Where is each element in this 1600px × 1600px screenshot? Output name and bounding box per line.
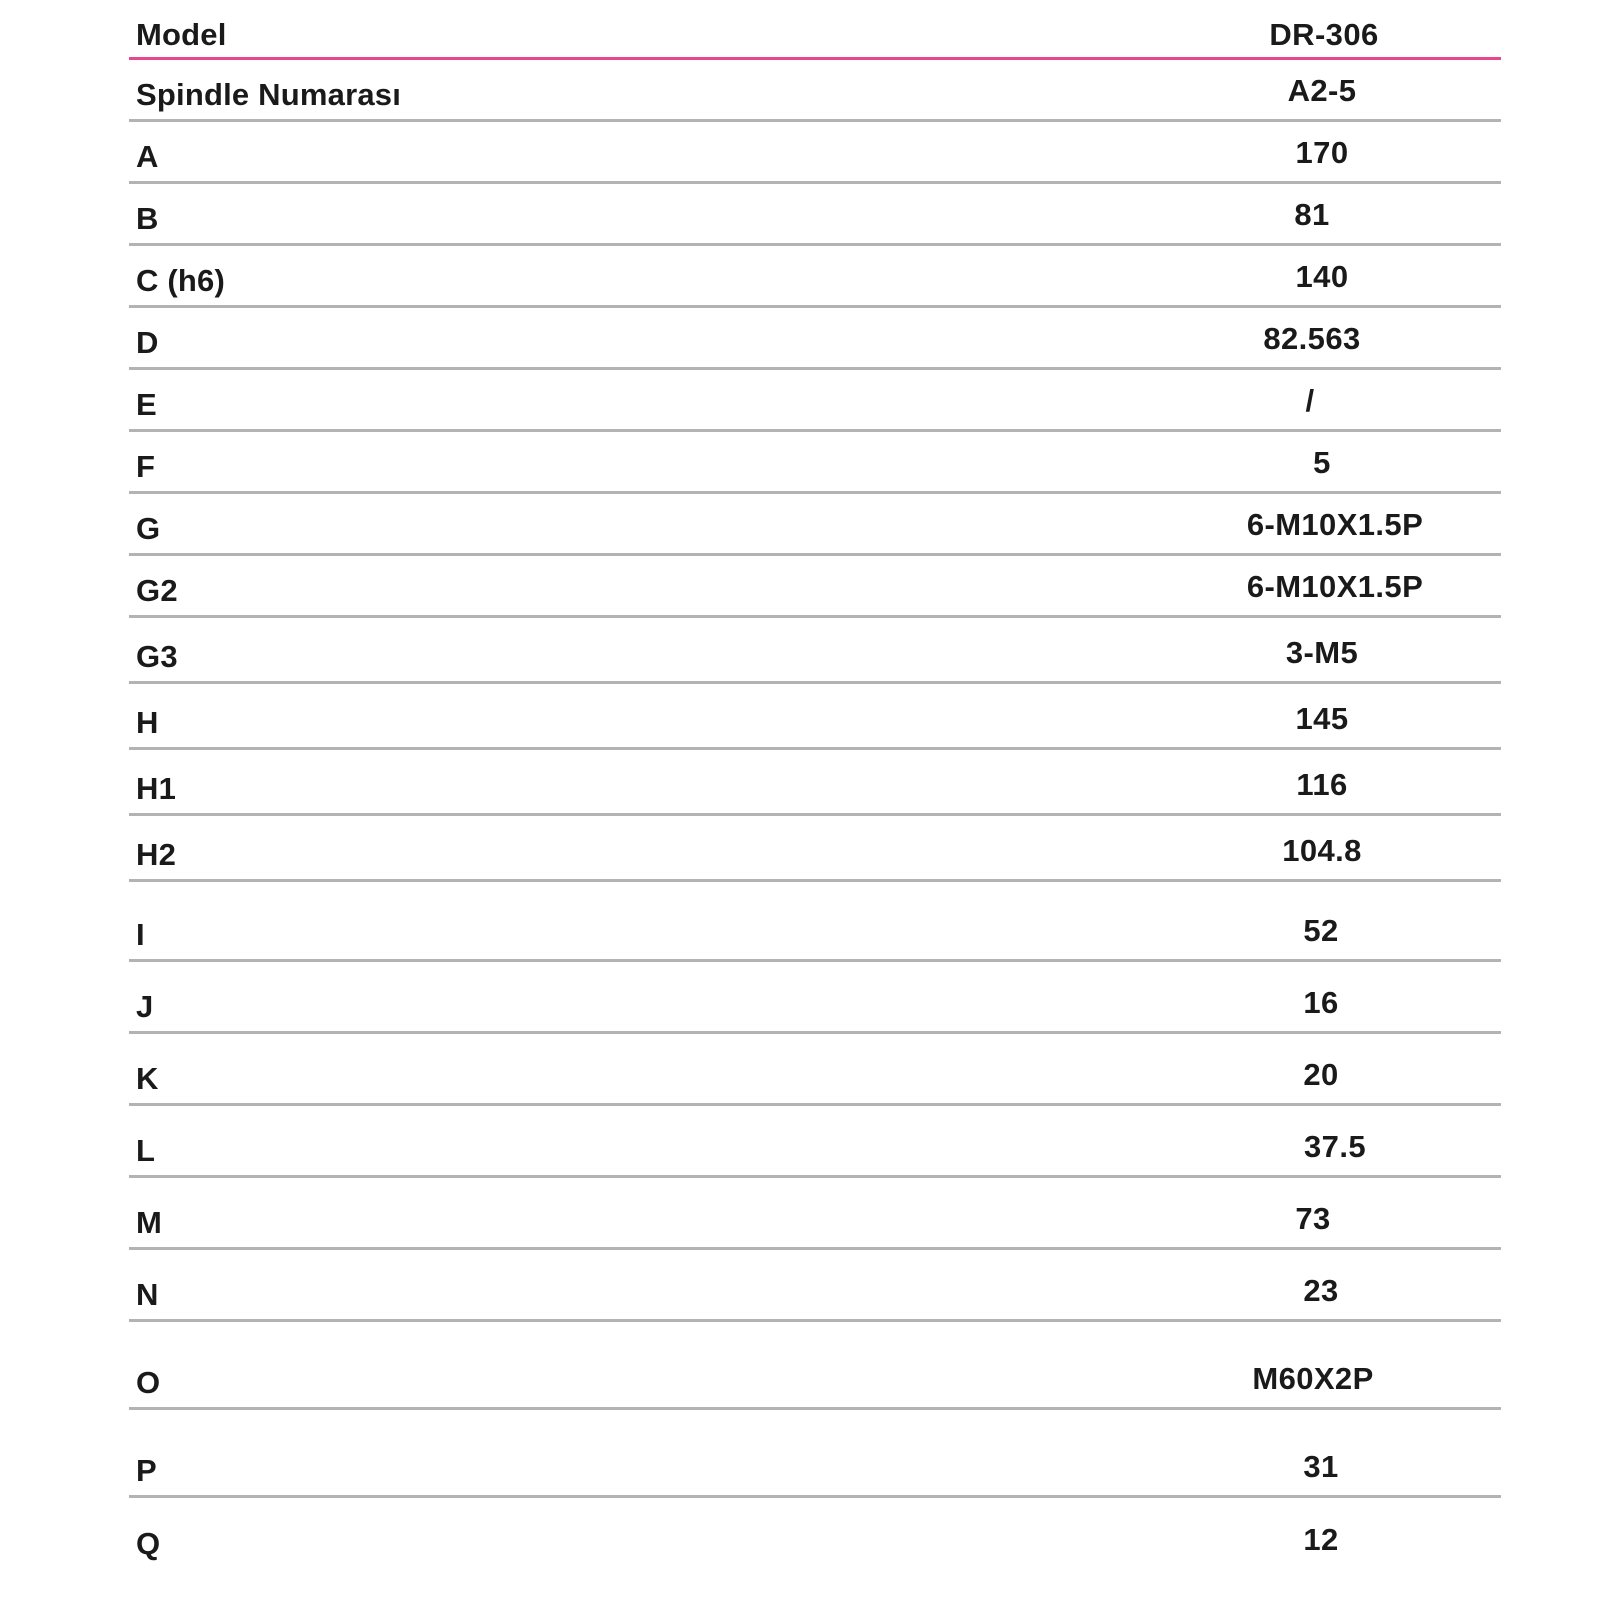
row-value: 6-M10X1.5P (1246, 569, 1424, 604)
row-label: I (136, 917, 145, 952)
row-value: 37.5 (1304, 1129, 1366, 1164)
row-label: N (136, 1277, 159, 1312)
row-value: 6-M10X1.5P (1246, 507, 1424, 542)
spec-table (129, 0, 1501, 1568)
row-label: B (136, 201, 159, 236)
table-row (129, 1178, 1501, 1250)
row-label: A (136, 139, 159, 174)
table-row (129, 246, 1501, 308)
row-value: 5 (1313, 445, 1331, 480)
row-label: H2 (136, 837, 177, 872)
table-row (129, 750, 1501, 816)
table-row (129, 370, 1501, 432)
table-row (129, 60, 1501, 122)
row-value: 140 (1295, 259, 1349, 294)
row-value: 52 (1303, 913, 1339, 948)
row-label: P (136, 1453, 157, 1488)
table-row (129, 308, 1501, 370)
table-row (129, 184, 1501, 246)
row-label: G2 (136, 573, 178, 608)
row-label: F (136, 449, 156, 484)
header-row (129, 0, 1501, 60)
row-value: A2-5 (1287, 73, 1357, 108)
table-row (129, 816, 1501, 882)
row-value: 23 (1303, 1273, 1339, 1308)
row-value: 31 (1303, 1449, 1339, 1484)
row-value: 3-M5 (1285, 635, 1359, 670)
table-row (129, 684, 1501, 750)
row-value: 81 (1294, 197, 1330, 232)
table-row (129, 618, 1501, 684)
table-row (129, 1498, 1501, 1568)
row-label: G (136, 511, 161, 546)
row-value: 73 (1295, 1201, 1331, 1236)
row-label: H (136, 705, 159, 740)
table-row (129, 556, 1501, 618)
row-label: Q (136, 1526, 161, 1561)
table-row (129, 1034, 1501, 1106)
row-label: G3 (136, 639, 178, 674)
table-row (129, 1410, 1501, 1498)
row-label: E (136, 387, 157, 422)
row-label: L (136, 1133, 156, 1168)
table-row (129, 494, 1501, 556)
row-label: Spindle Numarası (136, 77, 402, 112)
row-value: 82.563 (1263, 321, 1361, 356)
table-row (129, 1106, 1501, 1178)
row-value: M60X2P (1252, 1361, 1374, 1396)
row-value: 116 (1296, 767, 1348, 802)
row-value: / (1305, 383, 1315, 418)
table-row (129, 1250, 1501, 1322)
row-label: C (h6) (136, 263, 226, 298)
row-value: 20 (1303, 1057, 1339, 1092)
table-row (129, 432, 1501, 494)
model-label: Model (136, 17, 227, 52)
row-label: O (136, 1365, 161, 1400)
row-value: 16 (1303, 985, 1339, 1020)
model-value: DR-306 (1269, 17, 1379, 52)
row-label: H1 (136, 771, 177, 806)
table-row (129, 962, 1501, 1034)
row-label: K (136, 1061, 159, 1096)
row-label: M (136, 1205, 163, 1240)
table-row (129, 1322, 1501, 1410)
row-value: 170 (1295, 135, 1349, 170)
row-value: 12 (1303, 1522, 1339, 1557)
row-label: D (136, 325, 159, 360)
row-value: 104.8 (1282, 833, 1362, 868)
row-value: 145 (1295, 701, 1349, 736)
table-row (129, 882, 1501, 962)
row-label: J (136, 989, 154, 1024)
table-row (129, 122, 1501, 184)
